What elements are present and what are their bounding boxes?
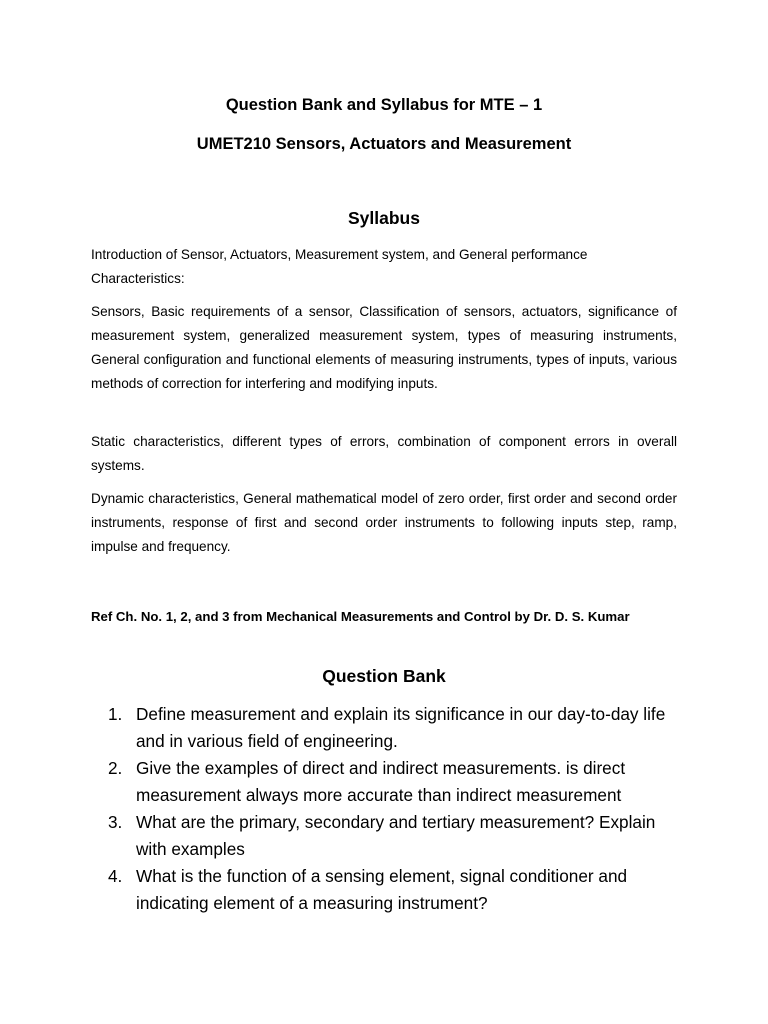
syllabus-paragraph-intro: Introduction of Sensor, Actuators, Measurement system, and General performance Characteristics: (91, 247, 588, 286)
question-text: What is the function of a sensing element, signal conditioner and indicating element of a measuring instrument? (136, 866, 628, 913)
question-text: Define measurement and explain its significance in our day-to-day life and in various field of engineering. (136, 704, 666, 751)
reference-note: Ref Ch. No. 1, 2, and 3 from Mechanical Measurements and Control by Dr. D. S. Kumar (91, 609, 630, 624)
question-item (108, 809, 688, 863)
question-number: 1. (108, 704, 123, 724)
syllabus-paragraph-static: Static characteristics, different types of errors, combination of component errors in overall systems. (91, 434, 677, 473)
question-number: 4. (108, 866, 123, 886)
question-number: 3. (108, 812, 123, 832)
question-list (108, 701, 688, 917)
syllabus-heading: Syllabus (348, 208, 420, 228)
question-bank-heading: Question Bank (322, 666, 446, 686)
question-item (108, 863, 688, 917)
question-number: 2. (108, 758, 123, 778)
question-item (108, 755, 688, 809)
syllabus-paragraph-dynamic: Dynamic characteristics, General mathematical model of zero order, first order and second order instruments, response of first and second order instruments to following inputs step, ramp, impulse and frequency. (91, 491, 677, 554)
question-text: What are the primary, secondary and tertiary measurement? Explain with examples (136, 812, 656, 859)
course-title: UMET210 Sensors, Actuators and Measurement (196, 135, 572, 153)
syllabus-paragraph-sensors: Sensors, Basic requirements of a sensor, Classification of sensors, actuators, significance of measurement system, generalized measurement system, types of measuring instruments, General configuration and functional elements of measuring instruments, types of inputs, various methods of correction for interfering and modifying inputs. (91, 304, 677, 391)
question-item (108, 701, 688, 755)
document-title: Question Bank and Syllabus for MTE – 1 (225, 96, 543, 114)
question-text: Give the examples of direct and indirect measurements. is direct measurement always more accurate than indirect measurement (136, 758, 626, 805)
